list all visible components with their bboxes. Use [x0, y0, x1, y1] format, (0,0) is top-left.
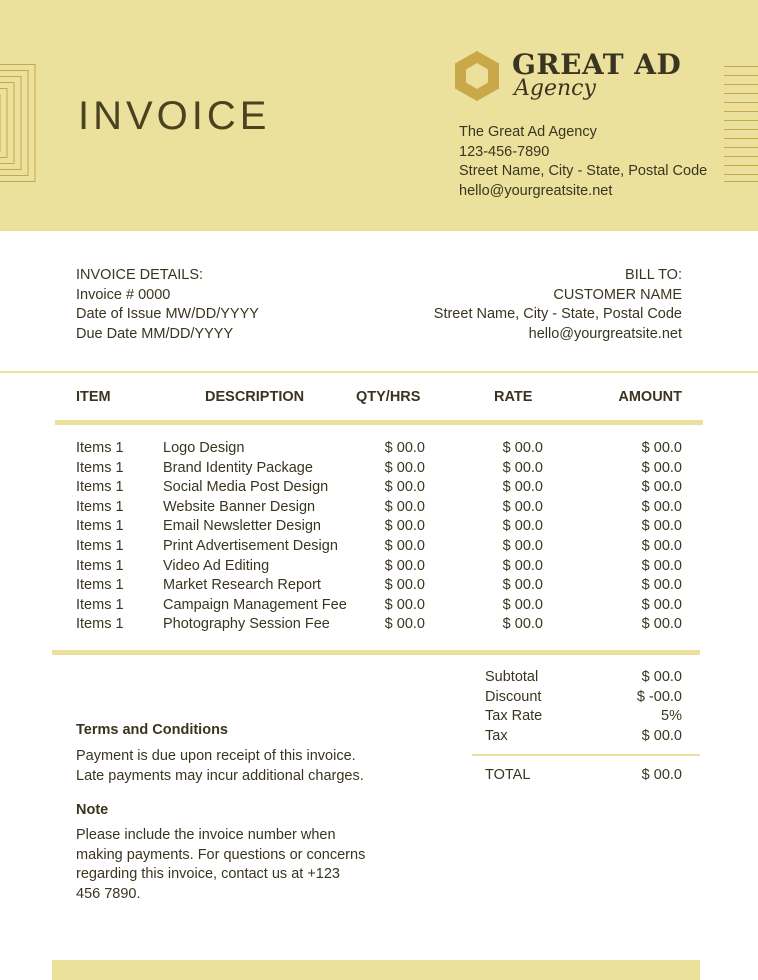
- subtotal-label: Subtotal: [485, 669, 539, 685]
- row-rate: $ 00.0: [502, 498, 543, 515]
- column-header-description: DESCRIPTION: [205, 389, 305, 405]
- row-amount: $ 00.0: [641, 537, 682, 554]
- row-item: Items 1: [76, 479, 124, 496]
- table-end-divider: [52, 650, 700, 655]
- column-header-rate: RATE: [494, 389, 533, 405]
- row-item: Items 1: [76, 577, 124, 594]
- row-amount: $ 00.0: [641, 616, 682, 633]
- row-qty: $ 00.0: [384, 459, 425, 476]
- due-date: Due Date MM/DD/YYYY: [76, 326, 234, 343]
- row-qty: $ 00.0: [384, 557, 425, 574]
- row-amount: $ 00.0: [641, 479, 682, 496]
- row-item: Items 1: [76, 459, 124, 476]
- row-description: Video Ad Editing: [163, 557, 270, 574]
- total-divider: [472, 754, 700, 756]
- discount-row: [485, 688, 682, 708]
- row-description: Social Media Post Design: [163, 479, 329, 496]
- agency-address: Street Name, City - State, Postal Code: [459, 163, 708, 180]
- column-header-amount: AMOUNT: [618, 389, 682, 405]
- terms-text: Payment is due upon receipt of this invoice. Late payments may incur additional charges.: [76, 748, 364, 784]
- row-item: Items 1: [76, 557, 124, 574]
- total-label: TOTAL: [485, 767, 531, 783]
- note-heading: Note: [76, 802, 109, 818]
- invoice-title: INVOICE: [78, 94, 271, 138]
- footer-band: [52, 960, 700, 980]
- row-description: Email Newsletter Design: [163, 518, 321, 535]
- row-description: Print Advertisement Design: [163, 537, 338, 554]
- row-rate: $ 00.0: [502, 557, 543, 574]
- table-row: [0, 558, 758, 578]
- tax-row: [485, 727, 682, 747]
- note-text: Please include the invoice number when making payments. For questions or concerns regarding this invoice, contact us at +123 456 7890.: [76, 827, 366, 903]
- logo-name: GREAT AD: [512, 48, 682, 81]
- customer-email: hello@yourgreatsite.net: [528, 326, 682, 343]
- bill-to-heading: BILL TO:: [625, 267, 682, 283]
- issue-date: Date of Issue MW/DD/YYYY: [76, 306, 259, 323]
- row-amount: $ 00.0: [641, 440, 682, 456]
- row-amount: $ 00.0: [641, 596, 682, 613]
- row-qty: $ 00.0: [384, 577, 425, 594]
- header-divider: [55, 420, 703, 425]
- row-description: Website Banner Design: [163, 498, 316, 515]
- table-row: [0, 479, 758, 499]
- customer-address: Street Name, City - State, Postal Code: [433, 306, 682, 323]
- row-amount: $ 00.0: [641, 518, 682, 535]
- invoice-details-heading: INVOICE DETAILS:: [76, 267, 204, 283]
- hexagon-logo-icon: [454, 50, 500, 102]
- row-qty: $ 00.0: [384, 518, 425, 535]
- invoice-number: Invoice # 0000: [76, 286, 171, 303]
- row-rate: $ 00.0: [502, 459, 543, 476]
- row-qty: $ 00.0: [384, 616, 425, 633]
- row-item: Items 1: [76, 596, 124, 613]
- row-item: Items 1: [76, 440, 124, 456]
- logo-script: Agency: [514, 76, 596, 101]
- invoice-details: [76, 266, 259, 345]
- discount-value: $ -00.0: [636, 688, 682, 705]
- total-row: [485, 767, 682, 783]
- row-description: Campaign Management Fee: [163, 596, 347, 613]
- agency-phone: 123-456-7890: [459, 143, 550, 160]
- row-rate: $ 00.0: [502, 616, 543, 633]
- table-row: [0, 597, 758, 617]
- divider: [0, 371, 758, 373]
- agency-contact: [459, 123, 707, 202]
- column-header-qty: QTY/HRS: [356, 389, 421, 405]
- customer-name: CUSTOMER NAME: [553, 286, 682, 303]
- row-amount: $ 00.0: [641, 577, 682, 594]
- header-band: [0, 0, 758, 231]
- row-item: Items 1: [76, 537, 124, 554]
- total-value: $ 00.0: [641, 767, 682, 783]
- table-row: [0, 460, 758, 480]
- table-row: [0, 518, 758, 538]
- row-qty: $ 00.0: [384, 596, 425, 613]
- subtotal-row: [485, 668, 682, 688]
- row-item: Items 1: [76, 518, 124, 535]
- row-rate: $ 00.0: [502, 577, 543, 594]
- row-item: Items 1: [76, 616, 124, 633]
- tax-rate-label: Tax Rate: [485, 708, 543, 725]
- row-description: Logo Design: [163, 440, 245, 456]
- row-description: Photography Session Fee: [163, 616, 330, 633]
- column-header-item: ITEM: [76, 389, 111, 405]
- table-row: [0, 440, 758, 460]
- row-rate: $ 00.0: [502, 596, 543, 613]
- square-pattern-decoration: [0, 64, 36, 182]
- row-amount: $ 00.0: [641, 498, 682, 515]
- terms-heading: Terms and Conditions: [76, 722, 228, 738]
- tax-rate-row: [485, 707, 682, 727]
- row-amount: $ 00.0: [641, 557, 682, 574]
- tax-label: Tax: [485, 728, 508, 745]
- row-description: Market Research Report: [163, 577, 321, 594]
- discount-label: Discount: [485, 688, 542, 705]
- row-qty: $ 00.0: [384, 479, 425, 496]
- agency-email: hello@yourgreatsite.net: [459, 183, 613, 200]
- row-qty: $ 00.0: [384, 537, 425, 554]
- line-items: [0, 440, 758, 636]
- row-rate: $ 00.0: [502, 537, 543, 554]
- row-qty: $ 00.0: [384, 440, 425, 456]
- agency-name: The Great Ad Agency: [459, 124, 597, 140]
- table-row: [0, 538, 758, 558]
- table-row: [0, 577, 758, 597]
- row-description: Brand Identity Package: [163, 459, 313, 476]
- table-row: [0, 499, 758, 519]
- row-item: Items 1: [76, 498, 124, 515]
- row-rate: $ 00.0: [502, 479, 543, 496]
- row-qty: $ 00.0: [384, 498, 425, 515]
- row-amount: $ 00.0: [641, 459, 682, 476]
- tax-value: $ 00.0: [641, 728, 682, 745]
- line-pattern-decoration: [724, 64, 758, 184]
- row-rate: $ 00.0: [502, 518, 543, 535]
- tax-rate-value: 5%: [661, 708, 682, 725]
- subtotal-value: $ 00.0: [641, 669, 682, 685]
- totals-block: [485, 668, 682, 747]
- bill-to: [434, 266, 682, 345]
- row-rate: $ 00.0: [502, 440, 543, 456]
- table-row: [0, 616, 758, 636]
